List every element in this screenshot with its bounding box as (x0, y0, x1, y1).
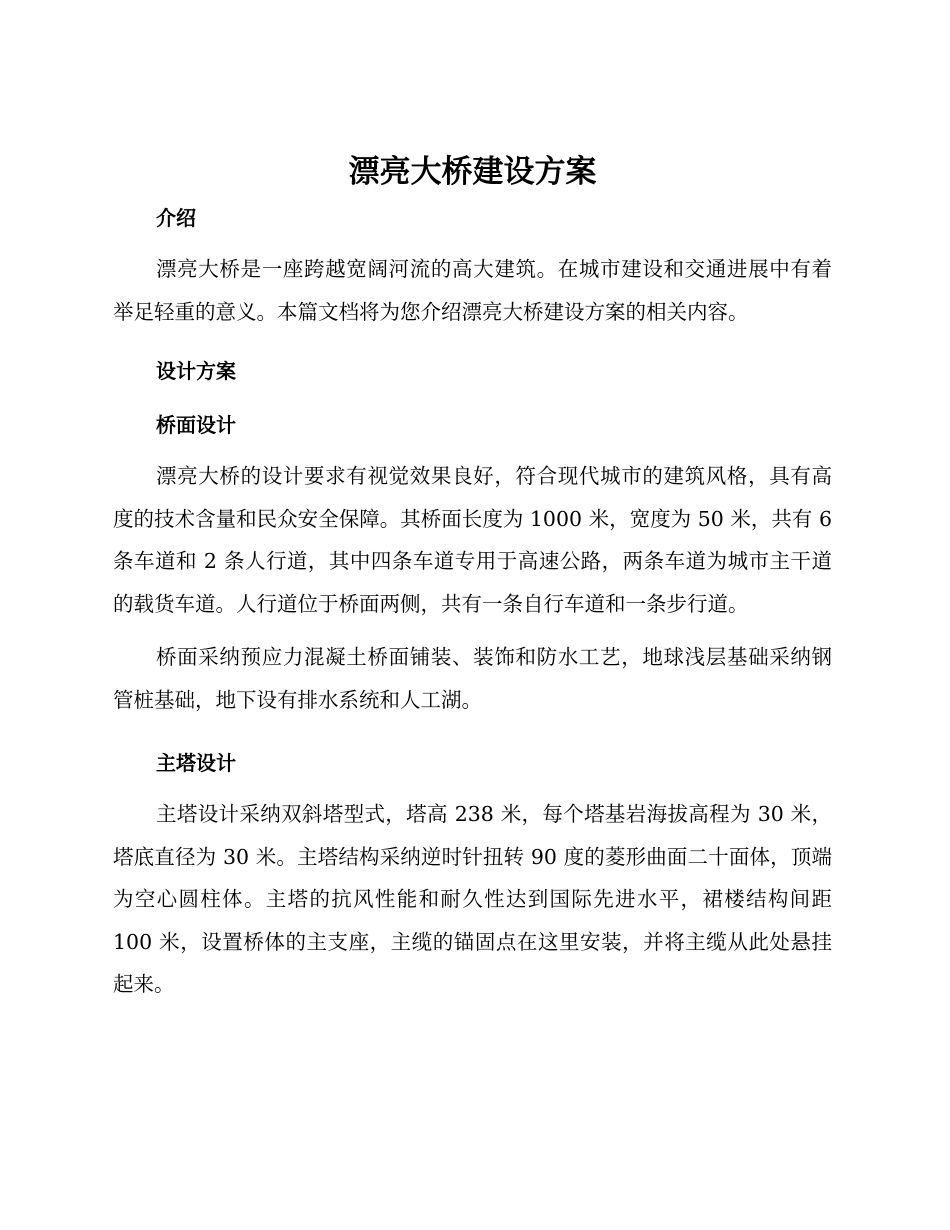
subsection-heading-tower: 主塔设计 (156, 751, 236, 775)
section-heading-intro: 介绍 (156, 206, 196, 230)
paragraph-tower: 主塔设计采纳双斜塔型式，塔高 238 米，每个塔基岩海拔高程为 30 米，塔底直径为 30 米。主塔结构采纳逆时针扭转 90 度的菱形曲面二十面体，顶端为空心圆柱体。主塔的抗风性能和耐久性达到国际先进水平，裙楼结构间距 100 米，设置桥体的主支座，主缆的锚固点在这里安装，并将主缆从此处悬挂起来。 (113, 802, 832, 996)
paragraph-intro: 漂亮大桥是一座跨越宽阔河流的高大建筑。在城市建设和交通进展中有着举足轻重的意义。本篇文档将为您介绍漂亮大桥建设方案的相关内容。 (113, 257, 832, 324)
paragraph-deck-2: 桥面采纳预应力混凝土桥面铺装、装饰和防水工艺，地球浅层基础采纳钢管桩基础，地下设有排水系统和人工湖。 (113, 645, 832, 712)
document-title: 漂亮大桥建设方案 (348, 154, 597, 190)
section-heading-design: 设计方案 (156, 359, 236, 383)
subsection-heading-deck: 桥面设计 (156, 413, 236, 437)
paragraph-deck-1: 漂亮大桥的设计要求有视觉效果良好，符合现代城市的建筑风格，具有高度的技术含量和民众安全保障。其桥面长度为 1000 米，宽度为 50 米，共有 6 条车道和 2 条人行道，其中四条车道专用于高速公路，两条车道为城市主干道的载货车道。人行道位于桥面两侧，共有一条自行车道和一条步行道。 (113, 464, 832, 616)
